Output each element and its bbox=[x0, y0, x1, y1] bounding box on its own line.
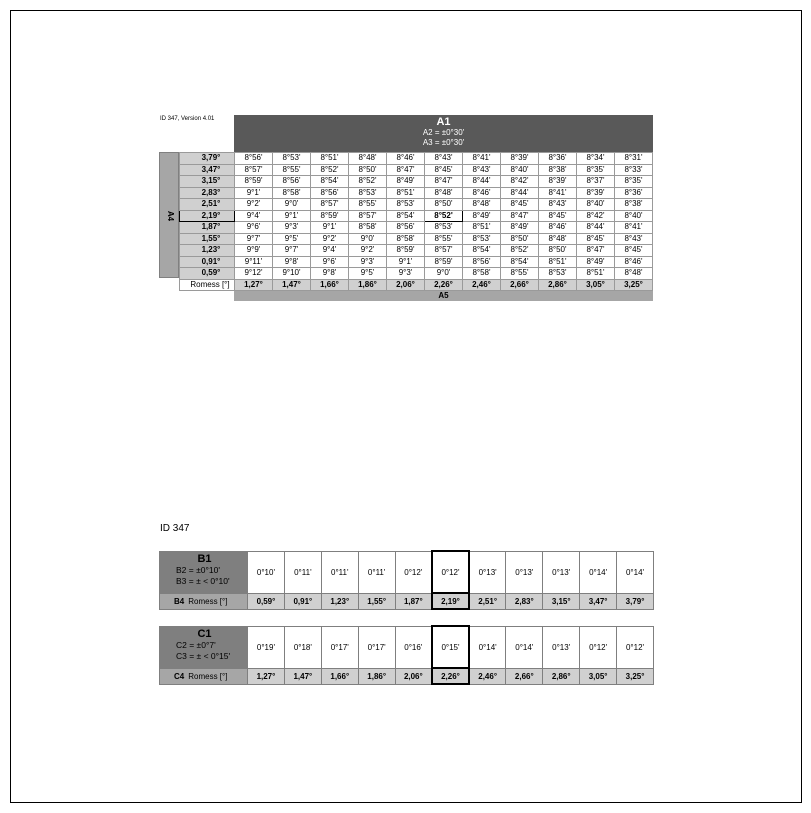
table-cell: 8°44' bbox=[577, 222, 615, 234]
table-cell: 9°3' bbox=[387, 268, 425, 280]
table-cell: 0°18' bbox=[284, 626, 321, 668]
table-cell: 8°50' bbox=[539, 245, 577, 257]
table-cell: 8°56' bbox=[273, 176, 311, 188]
table-cell: 8°43' bbox=[615, 233, 653, 245]
table-cell: 8°49' bbox=[463, 210, 501, 222]
table-a-line3: A3 = ±0°30' bbox=[422, 138, 465, 147]
table-cell: 8°48' bbox=[539, 233, 577, 245]
table-cell: 8°45' bbox=[425, 164, 463, 176]
column-header: 3,25° bbox=[615, 279, 653, 291]
table-c-foot-label bbox=[160, 668, 248, 684]
table-cell: 8°58' bbox=[273, 187, 311, 199]
romess-cell: 3,05° bbox=[580, 668, 617, 684]
romess-cell: 2,19° bbox=[432, 593, 469, 609]
romess-cell: 2,46° bbox=[469, 668, 506, 684]
table-cell: 0°13' bbox=[469, 551, 506, 593]
table-cell: 0°19' bbox=[248, 626, 285, 668]
table-cell: 8°40' bbox=[501, 164, 539, 176]
table-cell: 8°46' bbox=[387, 153, 425, 165]
row-header: 1,87° bbox=[180, 222, 235, 234]
table-cell: 8°43' bbox=[463, 164, 501, 176]
table-cell: 9°1' bbox=[387, 256, 425, 268]
romess-label: Romess [°] bbox=[188, 596, 228, 606]
table-cell: 8°57' bbox=[311, 199, 349, 211]
table-a-side-bar bbox=[159, 152, 179, 278]
table-cell: 9°2' bbox=[349, 245, 387, 257]
table-cell: 8°54' bbox=[501, 256, 539, 268]
table-c-title: C1 bbox=[197, 627, 212, 640]
row-header: 1,23° bbox=[180, 245, 235, 257]
id-label: ID 347 bbox=[160, 523, 190, 534]
value-row bbox=[160, 551, 654, 593]
table-b-line2: B2 = ±0°10' bbox=[176, 564, 220, 575]
table-cell: 8°53' bbox=[425, 222, 463, 234]
version-label: ID 347, Version 4.01 bbox=[160, 116, 215, 122]
row-header: 2,83° bbox=[180, 187, 235, 199]
table-cell: 9°0' bbox=[425, 268, 463, 280]
table-row bbox=[180, 210, 653, 222]
table-cell: 8°39' bbox=[501, 153, 539, 165]
table-cell: 0°14' bbox=[580, 551, 617, 593]
table-cell: 9°7' bbox=[235, 233, 273, 245]
table-cell: 8°58' bbox=[349, 222, 387, 234]
table-cell: 8°35' bbox=[615, 176, 653, 188]
romess-cell: 1,66° bbox=[321, 668, 358, 684]
table-cell: 8°59' bbox=[311, 210, 349, 222]
table-cell: 8°54' bbox=[387, 210, 425, 222]
romess-cell: 2,86° bbox=[543, 668, 580, 684]
table-cell: 8°50' bbox=[425, 199, 463, 211]
column-header: 1,27° bbox=[235, 279, 273, 291]
table-cell: 0°11' bbox=[358, 551, 395, 593]
column-header: 1,86° bbox=[349, 279, 387, 291]
table-row bbox=[180, 199, 653, 211]
table-a-line2: A2 = ±0°30' bbox=[422, 128, 465, 137]
table-cell: 8°53' bbox=[463, 233, 501, 245]
romess-row bbox=[160, 668, 654, 684]
table-cell: 8°56' bbox=[235, 153, 273, 165]
column-header: 1,47° bbox=[273, 279, 311, 291]
table-cell: 8°47' bbox=[577, 245, 615, 257]
table-cell: 0°13' bbox=[543, 626, 580, 668]
table-b-line3: B3 = ± < 0°10' bbox=[176, 575, 230, 586]
table-cell: 8°49' bbox=[387, 176, 425, 188]
table-row bbox=[180, 187, 653, 199]
table-cell: 9°7' bbox=[273, 245, 311, 257]
romess-cell: 1,27° bbox=[248, 668, 285, 684]
romess-cell: 1,23° bbox=[321, 593, 358, 609]
table-cell: 8°41' bbox=[615, 222, 653, 234]
table-cell: 8°53' bbox=[387, 199, 425, 211]
table-cell: 8°36' bbox=[539, 153, 577, 165]
table-cell: 8°44' bbox=[501, 187, 539, 199]
table-cell: 9°0' bbox=[273, 199, 311, 211]
table-cell: 8°46' bbox=[539, 222, 577, 234]
table-cell: 0°16' bbox=[395, 626, 432, 668]
table-cell: 8°49' bbox=[501, 222, 539, 234]
row-header: 0,59° bbox=[180, 268, 235, 280]
table-row bbox=[180, 176, 653, 188]
table-cell: 8°40' bbox=[615, 210, 653, 222]
table-cell: 9°6' bbox=[235, 222, 273, 234]
table-cell: 9°4' bbox=[311, 245, 349, 257]
romess-cell: 2,26° bbox=[432, 668, 469, 684]
table-cell: 8°51' bbox=[577, 268, 615, 280]
table-cell: 0°12' bbox=[617, 626, 654, 668]
romess-cell: 2,51° bbox=[469, 593, 506, 609]
table-cell: 8°50' bbox=[349, 164, 387, 176]
table-cell: 8°52' bbox=[311, 164, 349, 176]
table-cell: 8°48' bbox=[425, 187, 463, 199]
table-cell: 8°56' bbox=[463, 256, 501, 268]
table-a bbox=[159, 115, 654, 302]
table-cell: 9°1' bbox=[235, 187, 273, 199]
table-cell: 8°42' bbox=[501, 176, 539, 188]
table-c-header-cell bbox=[160, 626, 248, 668]
romess-cell: 3,25° bbox=[617, 668, 654, 684]
table-cell: 8°50' bbox=[501, 233, 539, 245]
table-row bbox=[180, 153, 653, 165]
romess-label: Romess [°] bbox=[180, 279, 235, 291]
table-cell: 9°3' bbox=[273, 222, 311, 234]
table-cell: 8°43' bbox=[539, 199, 577, 211]
table-cell: 8°48' bbox=[615, 268, 653, 280]
romess-cell: 2,06° bbox=[395, 668, 432, 684]
row-header: 1,55° bbox=[180, 233, 235, 245]
table-cell: 9°8' bbox=[311, 268, 349, 280]
table-cell: 8°54' bbox=[463, 245, 501, 257]
table-cell: 8°51' bbox=[463, 222, 501, 234]
table-cell: 9°12' bbox=[235, 268, 273, 280]
table-cell: 9°2' bbox=[311, 233, 349, 245]
table-cell: 8°33' bbox=[615, 164, 653, 176]
table-cell: 8°36' bbox=[615, 187, 653, 199]
table-b bbox=[159, 550, 654, 610]
table-b-title: B1 bbox=[197, 552, 212, 565]
romess-cell: 1,86° bbox=[358, 668, 395, 684]
table-cell: 8°39' bbox=[539, 176, 577, 188]
table-row bbox=[180, 164, 653, 176]
table-a-side-label: A4 bbox=[166, 210, 175, 222]
table-cell: 8°49' bbox=[577, 256, 615, 268]
table-cell: 0°14' bbox=[617, 551, 654, 593]
romess-cell: 0,59° bbox=[248, 593, 285, 609]
row-header: 3,47° bbox=[180, 164, 235, 176]
table-cell: 8°35' bbox=[577, 164, 615, 176]
table-cell: 9°2' bbox=[235, 199, 273, 211]
table-cell: 8°45' bbox=[615, 245, 653, 257]
table-c-line2: C2 = ±0°7' bbox=[176, 639, 216, 650]
table-row bbox=[180, 245, 653, 257]
table-cell: 8°45' bbox=[539, 210, 577, 222]
table-a-header bbox=[234, 115, 653, 152]
row-header: 2,19° bbox=[180, 210, 235, 222]
romess-cell: 0,91° bbox=[284, 593, 321, 609]
table-cell: 0°14' bbox=[506, 626, 543, 668]
column-header: 1,66° bbox=[311, 279, 349, 291]
romess-row bbox=[160, 593, 654, 609]
table-cell: 0°10' bbox=[248, 551, 285, 593]
row-header: 2,51° bbox=[180, 199, 235, 211]
table-a-footer: A5 bbox=[234, 291, 653, 301]
column-header: 2,66° bbox=[501, 279, 539, 291]
table-cell: 8°41' bbox=[463, 153, 501, 165]
table-cell: 9°9' bbox=[235, 245, 273, 257]
table-c bbox=[159, 625, 654, 685]
table-cell: 8°56' bbox=[387, 222, 425, 234]
table-cell: 0°11' bbox=[321, 551, 358, 593]
table-cell: 8°55' bbox=[349, 199, 387, 211]
table-cell: 8°57' bbox=[235, 164, 273, 176]
table-cell: 8°48' bbox=[463, 199, 501, 211]
table-cell: 8°40' bbox=[577, 199, 615, 211]
table-cell: 0°13' bbox=[543, 551, 580, 593]
table-cell: 9°8' bbox=[273, 256, 311, 268]
table-cell: 8°47' bbox=[501, 210, 539, 222]
romess-cell: 1,87° bbox=[395, 593, 432, 609]
table-cell: 9°11' bbox=[235, 256, 273, 268]
table-cell: 8°38' bbox=[615, 199, 653, 211]
table-cell: 9°0' bbox=[349, 233, 387, 245]
table-cell: 8°45' bbox=[501, 199, 539, 211]
table-cell: 0°12' bbox=[432, 551, 469, 593]
table-c-foot-code: C4 bbox=[174, 671, 185, 681]
table-cell: 8°56' bbox=[311, 187, 349, 199]
table-cell: 8°37' bbox=[577, 176, 615, 188]
table-row bbox=[180, 222, 653, 234]
table-cell: 8°45' bbox=[577, 233, 615, 245]
row-header: 0,91° bbox=[180, 256, 235, 268]
table-b-header-cell bbox=[160, 551, 248, 593]
table-cell: 8°43' bbox=[425, 153, 463, 165]
column-header: 2,86° bbox=[539, 279, 577, 291]
table-cell: 9°10' bbox=[273, 268, 311, 280]
table-cell: 8°52' bbox=[349, 176, 387, 188]
table-cell: 8°47' bbox=[387, 164, 425, 176]
table-cell: 9°5' bbox=[349, 268, 387, 280]
table-b-foot-code: B4 bbox=[174, 596, 185, 606]
table-c-line3: C3 = ± < 0°15' bbox=[176, 650, 231, 661]
table-cell: 8°53' bbox=[539, 268, 577, 280]
table-cell: 8°59' bbox=[235, 176, 273, 188]
table-cell: 8°59' bbox=[387, 245, 425, 257]
table-cell: 0°15' bbox=[432, 626, 469, 668]
romess-cell: 2,66° bbox=[506, 668, 543, 684]
column-header: 2,46° bbox=[463, 279, 501, 291]
table-cell: 8°39' bbox=[577, 187, 615, 199]
table-cell: 8°41' bbox=[539, 187, 577, 199]
table-cell: 9°3' bbox=[349, 256, 387, 268]
table-cell: 8°55' bbox=[501, 268, 539, 280]
table-cell: 8°52' bbox=[425, 210, 463, 222]
table-cell: 8°55' bbox=[425, 233, 463, 245]
table-cell: 9°4' bbox=[235, 210, 273, 222]
table-cell: 8°53' bbox=[349, 187, 387, 199]
table-cell: 8°52' bbox=[501, 245, 539, 257]
table-cell: 8°38' bbox=[539, 164, 577, 176]
table-cell: 8°46' bbox=[463, 187, 501, 199]
table-cell: 9°5' bbox=[273, 233, 311, 245]
romess-cell: 2,83° bbox=[506, 593, 543, 609]
table-cell: 8°54' bbox=[311, 176, 349, 188]
table-cell: 8°48' bbox=[349, 153, 387, 165]
table-cell: 8°53' bbox=[273, 153, 311, 165]
table-cell: 0°12' bbox=[580, 626, 617, 668]
table-cell: 8°51' bbox=[311, 153, 349, 165]
table-cell: 0°13' bbox=[506, 551, 543, 593]
table-cell: 0°17' bbox=[321, 626, 358, 668]
table-cell: 8°34' bbox=[577, 153, 615, 165]
table-row bbox=[180, 268, 653, 280]
romess-label: Romess [°] bbox=[188, 671, 228, 681]
table-a-grid bbox=[179, 152, 653, 291]
table-cell: 0°17' bbox=[358, 626, 395, 668]
column-header-row bbox=[180, 279, 653, 291]
table-a-title: A1 bbox=[436, 116, 451, 128]
column-header: 2,26° bbox=[425, 279, 463, 291]
table-cell: 8°51' bbox=[539, 256, 577, 268]
table-cell: 8°51' bbox=[387, 187, 425, 199]
table-cell: 8°57' bbox=[349, 210, 387, 222]
value-row bbox=[160, 626, 654, 668]
table-cell: 9°1' bbox=[311, 222, 349, 234]
table-cell: 8°31' bbox=[615, 153, 653, 165]
romess-cell: 3,47° bbox=[580, 593, 617, 609]
romess-cell: 3,79° bbox=[617, 593, 654, 609]
table-row bbox=[180, 233, 653, 245]
table-row bbox=[180, 256, 653, 268]
column-header: 3,05° bbox=[577, 279, 615, 291]
column-header: 2,06° bbox=[387, 279, 425, 291]
table-cell: 9°6' bbox=[311, 256, 349, 268]
table-cell: 0°11' bbox=[284, 551, 321, 593]
table-cell: 8°59' bbox=[425, 256, 463, 268]
table-cell: 8°47' bbox=[425, 176, 463, 188]
table-cell: 8°57' bbox=[425, 245, 463, 257]
table-cell: 8°55' bbox=[273, 164, 311, 176]
romess-cell: 1,55° bbox=[358, 593, 395, 609]
romess-cell: 1,47° bbox=[284, 668, 321, 684]
table-cell: 8°58' bbox=[463, 268, 501, 280]
table-cell: 8°58' bbox=[387, 233, 425, 245]
table-b-foot-label bbox=[160, 593, 248, 609]
table-cell: 8°46' bbox=[615, 256, 653, 268]
table-cell: 8°42' bbox=[577, 210, 615, 222]
romess-cell: 3,15° bbox=[543, 593, 580, 609]
row-header: 3,79° bbox=[180, 153, 235, 165]
table-cell: 0°14' bbox=[469, 626, 506, 668]
table-cell: 0°12' bbox=[395, 551, 432, 593]
table-cell: 8°44' bbox=[463, 176, 501, 188]
row-header: 3,15° bbox=[180, 176, 235, 188]
table-cell: 9°1' bbox=[273, 210, 311, 222]
